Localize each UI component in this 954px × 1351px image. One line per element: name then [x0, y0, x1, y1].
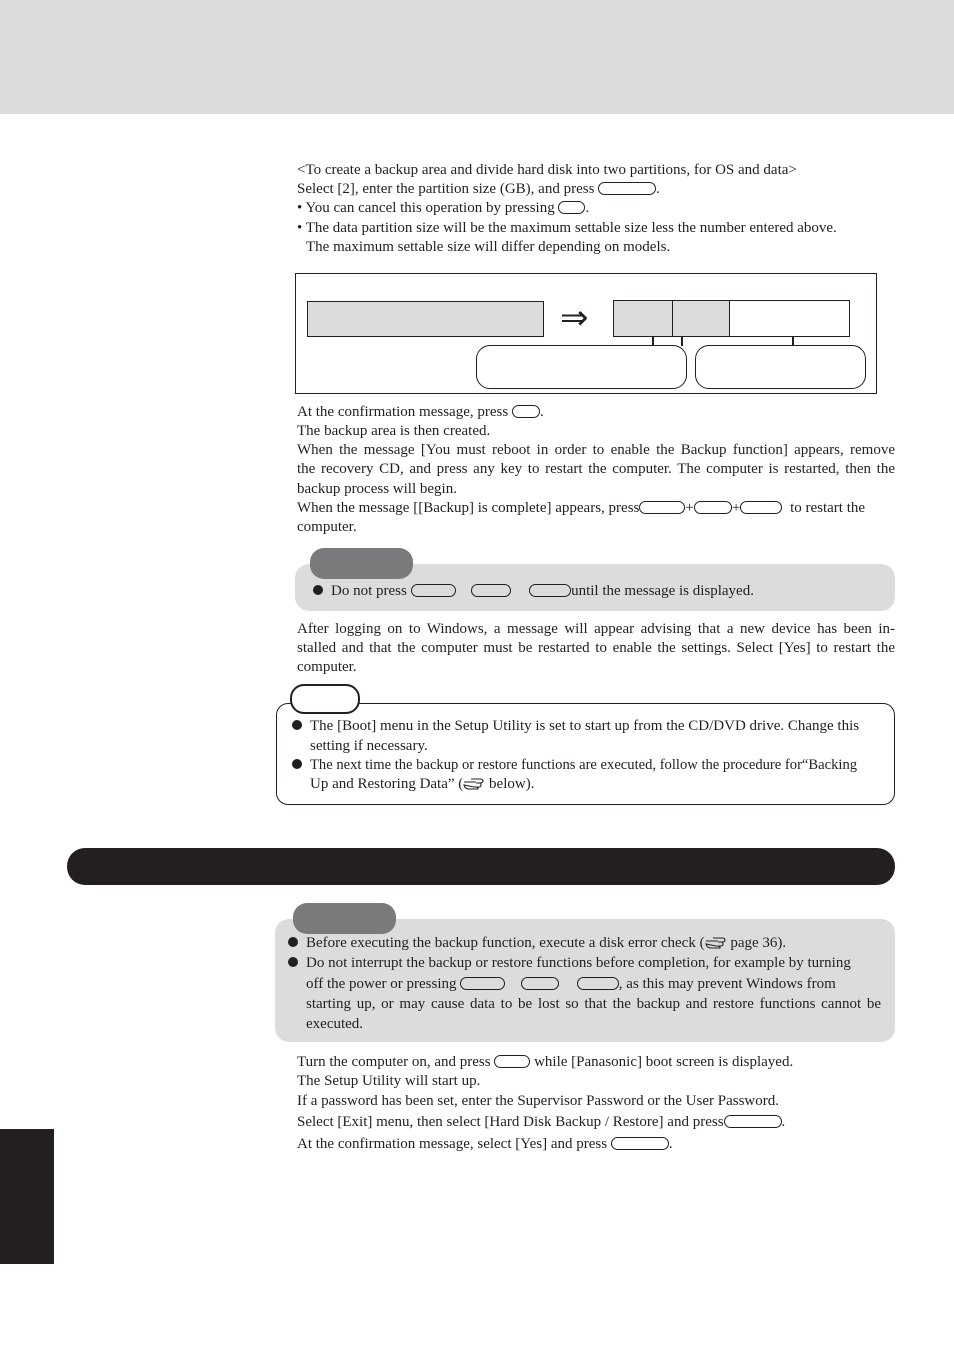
confirm-post: .	[539, 404, 544, 420]
caution2-item-1	[288, 934, 786, 953]
enter-key-icon	[611, 1137, 669, 1150]
note-item-1-line-1: The [Boot] menu in the Setup Utility is set to start up from the CD/DVD drive. Change this	[310, 718, 860, 734]
step-turn-on	[297, 1053, 793, 1072]
caution2-item-2-line-2-post: , as this may prevent Windows from	[618, 976, 836, 992]
caution2-item-2-line-2	[306, 975, 836, 994]
caution-do-not-press: Do not press	[331, 583, 407, 599]
step-confirm-post: .	[668, 1136, 673, 1152]
note-item-2-line-2	[310, 775, 534, 794]
step-turn-on-post: while [Panasonic] boot screen is displayed.	[534, 1054, 794, 1070]
note-item-1	[292, 717, 859, 736]
enter-key-icon	[724, 1115, 782, 1128]
ctrl-key-icon	[639, 501, 685, 514]
caution2-item-2-line-4: executed.	[306, 1016, 364, 1032]
step-confirm-pre: At the confirmation message, select [Yes] and press	[297, 1136, 608, 1152]
del-key-icon	[740, 501, 782, 514]
diagram-callout-right	[695, 345, 866, 389]
step-turn-on-pre: Turn the computer on, and press	[297, 1054, 491, 1070]
intro-select-text: Select [2], enter the partition size (GB), and press	[297, 181, 595, 197]
note-item-2-line-1: The next time the backup or restore functions are executed, follow the procedure for“Backing	[310, 757, 858, 773]
intro-cancel-text: • You can cancel this operation by pressing	[297, 200, 555, 216]
intro-heading: <To create a backup area and divide hard disk into two partitions, for OS and data>	[297, 162, 797, 178]
diagram-callout-left	[476, 345, 687, 389]
alt-key-icon	[471, 584, 511, 597]
del-key-icon	[529, 584, 571, 597]
hand-pointer-icon	[705, 935, 727, 949]
intro-select-post: .	[656, 181, 660, 197]
alt-key-icon	[694, 501, 732, 514]
step-password: If a password has been set, enter the Supervisor Password or the User Password.	[297, 1093, 779, 1109]
reboot-line-3: backup process will begin.	[297, 481, 457, 497]
intro-cancel-post: .	[585, 200, 590, 216]
bullet-icon	[313, 585, 323, 595]
intro-select-line	[297, 180, 660, 199]
plus-sign: +	[685, 500, 694, 516]
caution-until: until the message is displayed.	[571, 583, 754, 599]
reboot-line-2: the recovery CD, and press any key to restart the computer. The computer is restarted, then the	[297, 461, 895, 477]
partition-segment-backup	[614, 301, 673, 336]
complete-text: When the message [[Backup] is complete] appears, press	[297, 500, 640, 516]
caution2-item-1-pre: Before executing the backup function, execute a disk error check (	[306, 935, 705, 951]
bullet-icon	[288, 957, 298, 967]
step-confirm	[297, 1135, 673, 1154]
complete-line	[297, 499, 865, 518]
plus-sign: +	[731, 500, 741, 516]
step-exit-post: .	[781, 1114, 786, 1130]
complete-line-2: computer.	[297, 519, 357, 535]
logging-line-2: stalled and that the computer must be restarted to enable the settings. Select [Yes] to restart the	[297, 640, 895, 656]
partition-segment-os	[673, 301, 730, 336]
y-key-icon	[512, 405, 540, 418]
hand-pointer-icon	[463, 776, 485, 790]
step-exit	[297, 1113, 785, 1132]
ctrl-key-icon	[411, 584, 456, 597]
alt-key-icon	[521, 977, 559, 990]
enter-key-icon	[598, 182, 656, 195]
diagram-tick	[681, 336, 683, 346]
bullet-icon	[288, 937, 298, 947]
note-item-2-line-2-pre: Up and Restoring Data” (	[310, 776, 464, 792]
logging-line-3: computer.	[297, 659, 357, 675]
caution2-item-1-post: page 36).	[726, 935, 787, 951]
note-tab	[290, 684, 360, 714]
caution2-item-2-line-3: starting up, or may cause data to be lost so that the backup and restore functions cannot be	[306, 996, 881, 1012]
step-setup-start: The Setup Utility will start up.	[297, 1073, 481, 1089]
caution2-item-2-line-2-pre: off the power or pressing	[306, 976, 457, 992]
reboot-line-1: When the message [You must reboot in order to enable the Backup function] appears, remove	[297, 442, 895, 458]
section-header-bar	[67, 848, 895, 885]
bullet-icon	[292, 759, 302, 769]
ctrl-key-icon	[460, 977, 505, 990]
arrow-icon: ⇒	[560, 298, 589, 338]
complete-post: to restart the	[790, 500, 866, 516]
disk-after-bar	[613, 300, 850, 337]
note-item-1-line-2: setting if necessary.	[310, 738, 428, 754]
caution-item	[313, 582, 754, 601]
f2-key-icon	[494, 1055, 530, 1068]
caution2-item-2	[288, 954, 851, 973]
backup-created: The backup area is then created.	[297, 423, 491, 439]
note-item-2-line-2-post: below).	[485, 776, 535, 792]
partition-segment-data	[730, 301, 849, 336]
bullet-icon	[292, 720, 302, 730]
caution-tab	[293, 903, 396, 934]
side-tab	[0, 1129, 54, 1264]
intro-cancel-line	[297, 199, 589, 218]
logging-line-1: After logging on to Windows, a message will appear advising that a new device has been in-	[297, 621, 895, 637]
note-item-2	[292, 756, 857, 775]
caution-tab	[310, 548, 413, 579]
caution2-item-2-line-1: Do not interrupt the backup or restore functions before completion, for example by turning	[306, 955, 851, 971]
confirm-text: At the confirmation message, press	[297, 404, 509, 420]
header-band	[0, 0, 954, 114]
step-exit-pre: Select [Exit] menu, then select [Hard Disk Backup / Restore] and press	[297, 1114, 724, 1130]
intro-max-size: The maximum settable size will differ depending on models.	[306, 239, 671, 255]
esc-key-icon	[558, 201, 585, 214]
confirm-line	[297, 403, 544, 422]
del-key-icon	[577, 977, 619, 990]
disk-before-bar	[307, 301, 544, 337]
intro-data-partition: • The data partition size will be the maximum settable size less the number entered above.	[297, 220, 837, 236]
